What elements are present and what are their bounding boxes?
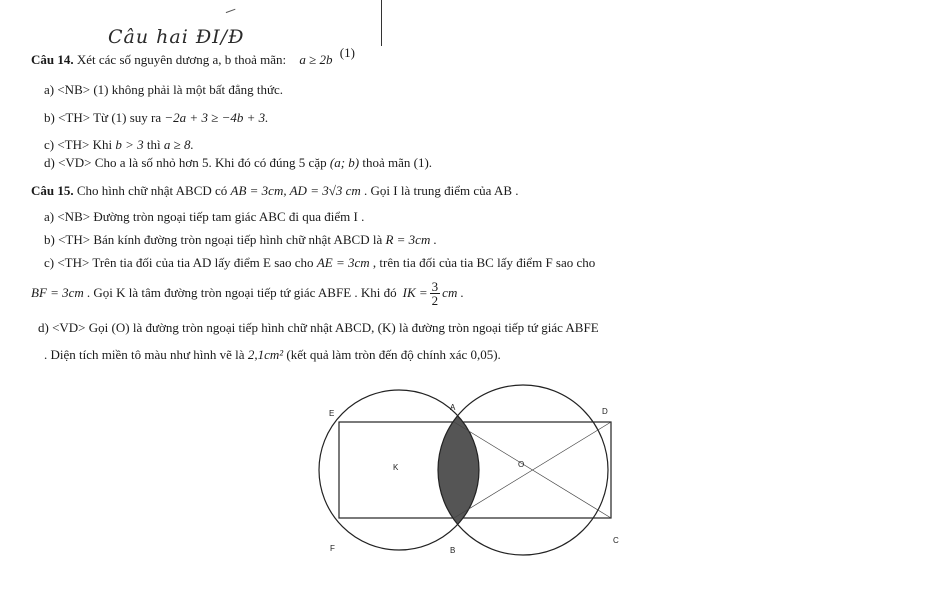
- q15-option-c-cont: BF = 3cm . Gọi K là tâm đường tròn ngoại tiếp tứ giác ABFE . Khi đó IK = $\frac{3}{2}$ cm .: [31, 278, 464, 308]
- q15-stem: Câu 15. Cho hình chữ nhật ABCD có AB = 3cm, AD = 3√3 cm . Gọi I là trung điểm của AB .: [31, 183, 519, 198]
- handwritten-note: Câu hai ĐI/Đ: [108, 26, 245, 48]
- q15-option-a: a) <NB> Đường tròn ngoại tiếp tam giác ABC đi qua điểm I .: [44, 209, 365, 224]
- shaded-region: [438, 385, 608, 555]
- q14-option-a: a) <NB> (1) không phải là một bất đẳng thức.: [44, 82, 284, 97]
- label-o: O: [518, 460, 525, 469]
- q14-option-c: c) <TH> Khi b > 3 thì a ≥ 8.: [44, 137, 194, 152]
- q14-cond-tag: (1): [339, 45, 355, 60]
- q15-option-b: b) <TH> Bán kính đường tròn ngoại tiếp hình chữ nhật ABCD là R = 3cm .: [44, 232, 437, 247]
- q14-stem: Câu 14. Xét các số nguyên dương a, b thoả mãn: a ≥ 2b (1): [31, 45, 355, 67]
- label-a: A: [450, 403, 456, 412]
- label-d: D: [602, 407, 608, 416]
- fraction-3-2: $\frac{3}{2}$: [431, 278, 439, 308]
- label-k: K: [393, 463, 399, 472]
- label-c: C: [613, 536, 619, 545]
- q14-condition: a ≥ 2b: [299, 52, 333, 67]
- label-b: B: [450, 546, 456, 555]
- q15-option-c: c) <TH> Trên tia đối của tia AD lấy điểm E sao cho AE = 3cm , trên tia đối của tia BC lấy điểm F sao cho: [44, 255, 596, 270]
- label-f: F: [330, 544, 335, 553]
- q15-option-d-cont: . Diện tích miền tô màu như hình vẽ là 2,1cm² (kết quả làm tròn đến độ chính xác 0,05).: [44, 347, 501, 362]
- q14-option-b: b) <TH> Từ (1) suy ra −2a + 3 ≥ −4b + 3.: [44, 110, 269, 125]
- q15-title: Câu 15.: [31, 183, 74, 198]
- q14-title: Câu 14.: [31, 52, 74, 67]
- q14-option-d: d) <VD> Cho a là số nhỏ hơn 5. Khi đó có đúng 5 cặp (a; b) thoả mãn (1).: [44, 155, 433, 170]
- label-e: E: [329, 409, 335, 418]
- q15-option-d: d) <VD> Gọi (O) là đường tròn ngoại tiếp hình chữ nhật ABCD, (K) là đường tròn ngoại tiếp tứ giác ABFE: [38, 320, 599, 335]
